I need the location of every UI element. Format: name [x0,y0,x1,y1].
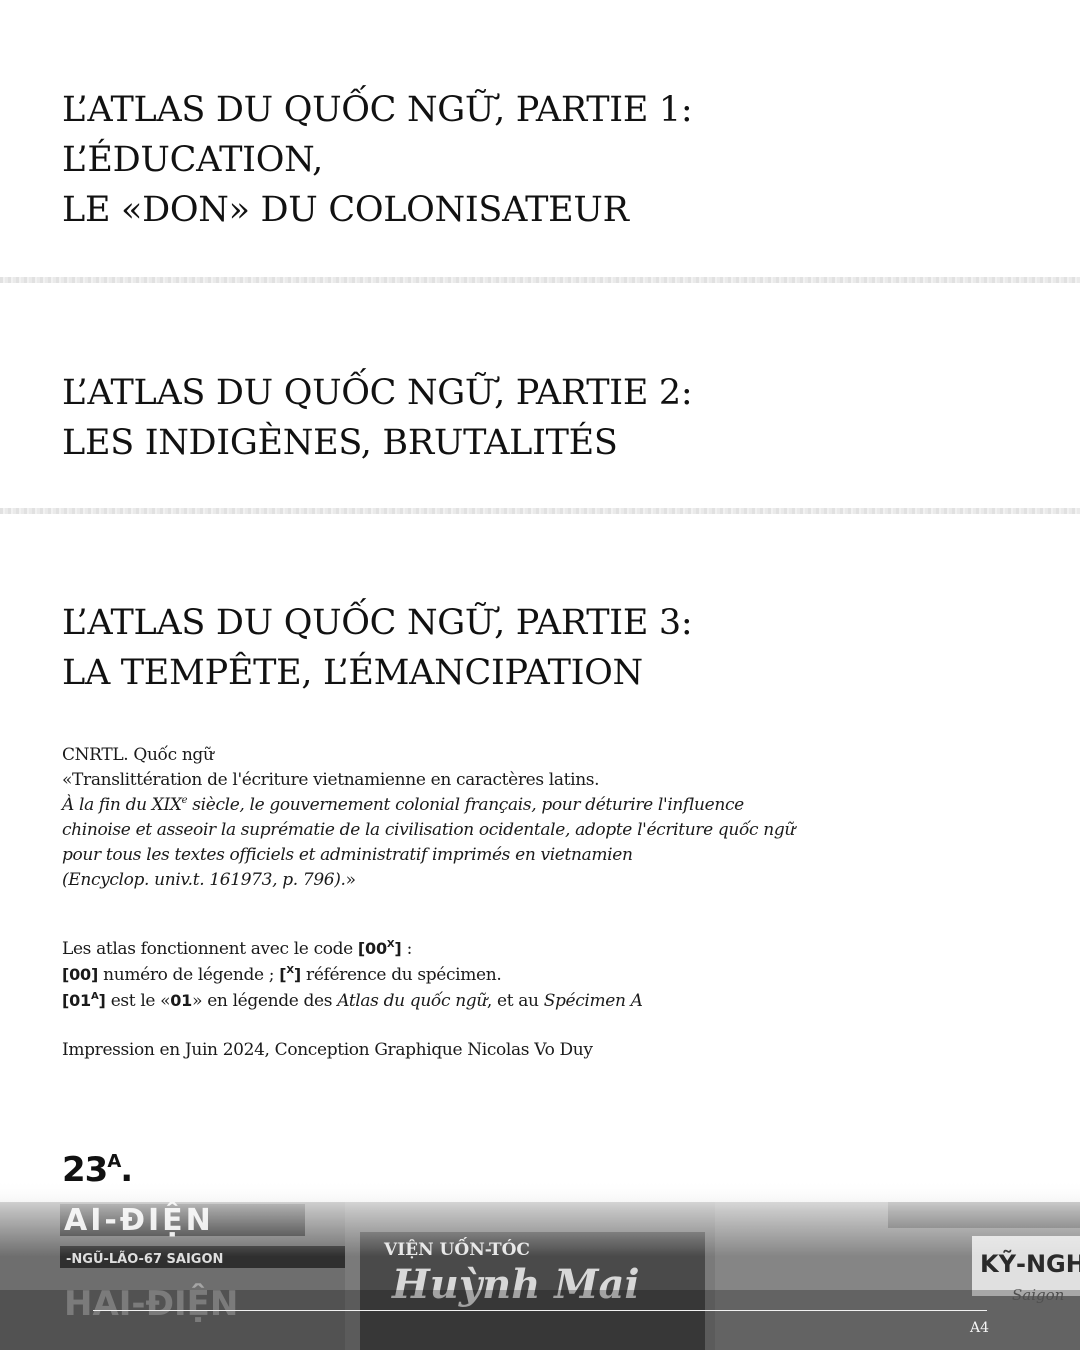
divider [0,277,1080,283]
superscript: e [181,795,188,806]
code-tag [62,991,106,1010]
code-tag: [00] [62,965,99,984]
quote-italic-line: pour tous les textes officiels et administratif imprimés en vietnamien [62,845,633,865]
credits [62,1038,593,1063]
superscript: A [90,991,99,1002]
storefront-photo [0,1180,1080,1350]
quote-closing: » [345,870,356,890]
code-tag [279,965,301,984]
title-line: LES INDIGÈNES, BRUTALITÉS [62,423,618,463]
quote-text: (Encyclop. univ.t. 161973, p. 796). [62,870,346,890]
plate-number-value: 23 [62,1150,108,1190]
code-tag [358,939,402,958]
superscript: X [286,965,294,976]
code-text: numéro de légende ; [98,965,280,985]
code-text: » en légende des [192,991,338,1011]
code-text: ] [293,965,301,984]
credits-text: Impression en Juin 2024, Conception Graphique Nicolas Vo Duy [62,1040,593,1060]
quote-text: À la fin du XIX [62,795,182,815]
storefront-photo-graphic [0,1180,1080,1350]
plate-number [62,1150,132,1190]
cnrtl-definition [62,743,795,893]
code-legend [62,936,643,1014]
code-text: [00 [357,939,387,958]
code-text: référence du spécimen. [300,965,502,985]
code-text: [ [279,965,287,984]
quote-italic-line [62,868,795,893]
code-text: Les atlas fonctionnent avec le code [62,939,358,959]
title-line: L’ATLAS DU QUỐC NGỮ, PARTIE 1: [62,90,693,130]
code-text: ] [394,939,402,958]
code-text: , et au [486,991,544,1011]
atlas-title-part-1 [62,85,692,235]
code-text: Spécimen A [543,991,643,1011]
quote-definition: «Translittération de l'écriture vietnamienne en caractères latins. [62,770,600,790]
code-text: ] [98,991,106,1010]
superscript: X [386,939,395,950]
plate-number-dot: . [120,1150,133,1190]
title-line: L’ÉDUCATION, [62,140,324,180]
quote-source: CNRTL. Quốc ngữ [62,745,214,765]
superscript: A [107,1151,121,1172]
code-text: [01 [62,991,91,1010]
code-line [62,962,643,988]
code-text: Atlas du quốc ngữ [337,991,487,1011]
divider [0,508,1080,514]
atlas-title-part-2 [62,368,692,468]
page-number: A4 [970,1320,990,1336]
quote-text: siècle, le gouvernement colonial français, pour déturire l'influence [187,795,744,815]
atlas-title-part-3 [62,598,692,698]
title-line: LE «DON» DU COLONISATEUR [62,190,629,230]
quote-italic-line [62,793,795,818]
title-line: L’ATLAS DU QUỐC NGỮ, PARTIE 2: [62,373,693,413]
code-tag: 01 [170,991,193,1010]
title-line: LA TEMPÊTE, L’ÉMANCIPATION [62,653,643,693]
code-line [62,988,643,1014]
quote-italic-line: chinoise et asseoir la suprématie de la civilisation ocidentale, adopte l'écriture quốc ngữ [62,820,795,840]
footer-rule [93,1310,987,1311]
code-text: : [401,939,412,959]
title-line: L’ATLAS DU QUỐC NGỮ, PARTIE 3: [62,603,693,643]
code-text: est le « [105,991,171,1011]
code-line [62,936,643,962]
